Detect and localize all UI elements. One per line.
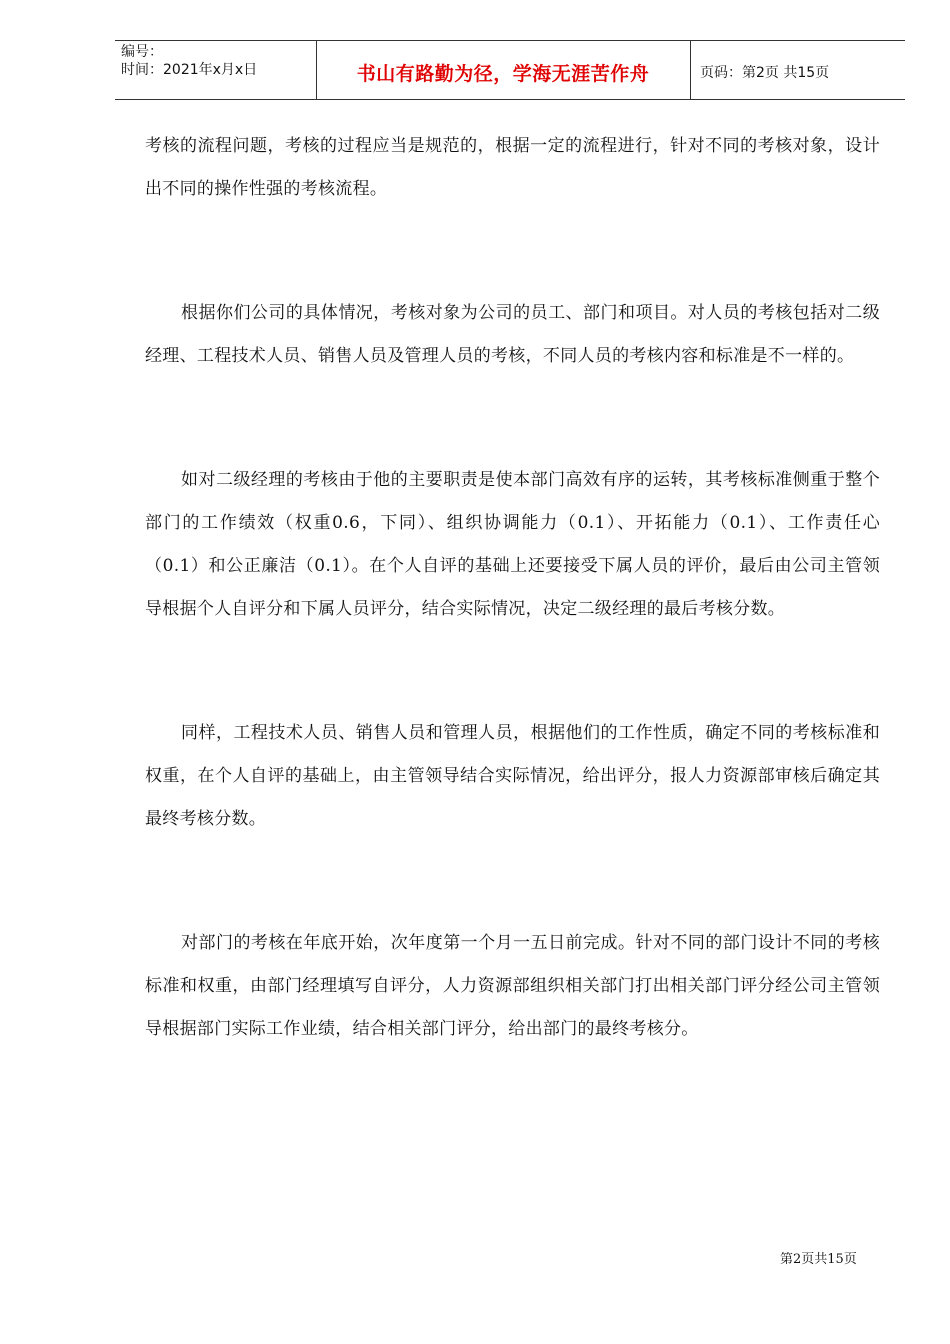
document-date-label: 时间：2021年x月x日 xyxy=(121,62,258,78)
page-footer: 第2页共15页 xyxy=(780,1252,857,1267)
body-paragraph: 考核的流程问题，考核的过程应当是规范的，根据一定的流程进行，针对不同的考核对象，设计出不同的操作性强的考核流程。 xyxy=(145,136,880,199)
document-number-label: 编号： xyxy=(121,44,163,60)
document-body xyxy=(145,125,880,1051)
header-divider xyxy=(690,41,691,100)
body-paragraph: 如对二级经理的考核由于他的主要职责是使本部门高效有序的运转，其考核标准侧重于整个部门的工作绩效（权重0.6，下同）、组织协调能力（0.1）、开拓能力（0.1）、工作责任心（0.1）和公正廉洁（0.1）。在个人自评的基础上还要接受下属人员的评价，最后由公司主管领导根据个人自评分和下属人员评分，结合实际情况，决定二级经理的最后考核分数。 xyxy=(145,470,880,619)
body-paragraph: 对部门的考核在年底开始，次年度第一个月一五日前完成。针对不同的部门设计不同的考核标准和权重，由部门经理填写自评分，人力资源部组织相关部门打出相关部门评分经公司主管领导根据部门实际工作业绩，结合相关部门评分，给出部门的最终考核分。 xyxy=(145,933,880,1039)
body-paragraph: 同样，工程技术人员、销售人员和管理人员，根据他们的工作性质，确定不同的考核标准和权重，在个人自评的基础上，由主管领导结合实际情况，给出评分，报人力资源部审核后确定其最终考核分数。 xyxy=(145,723,880,829)
header-motto: 书山有路勤为径，学海无涯苦作舟 xyxy=(356,63,650,85)
page-header xyxy=(115,40,905,100)
header-page-number: 页码：第2页 共15页 xyxy=(700,65,830,81)
header-meta xyxy=(121,43,257,79)
body-paragraph: 根据你们公司的具体情况，考核对象为公司的员工、部门和项目。对人员的考核包括对二级经理、工程技术人员、销售人员及管理人员的考核，不同人员的考核内容和标准是不一样的。 xyxy=(145,303,880,366)
